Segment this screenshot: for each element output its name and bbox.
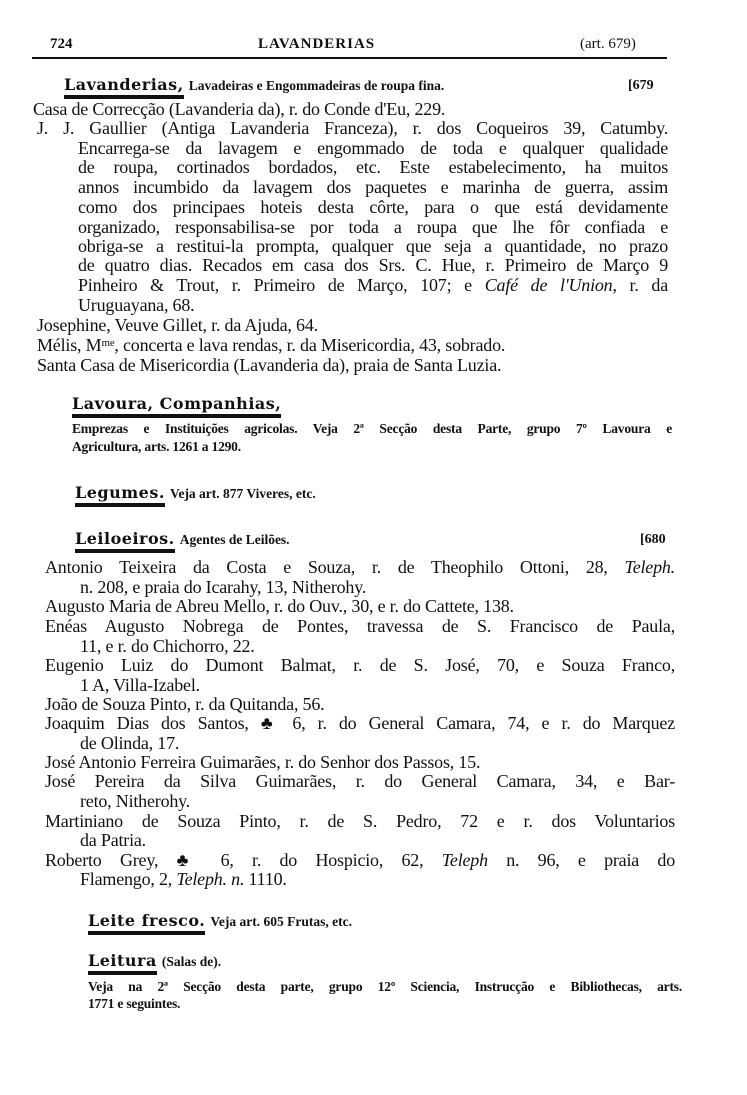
entry-line: [45, 695, 324, 714]
entry-text: Joaquim Dias dos Santos, ♣ 6, r. do General Camara, 74, e r. do Marquez: [45, 713, 675, 733]
heading-word: Lavanderias,: [64, 76, 184, 99]
entry-text: Roberto Grey, ♣ 6, r. do Hospicio, 62,: [45, 850, 442, 870]
entry-line: [45, 617, 675, 636]
entry-line: [37, 336, 505, 355]
entry-text: n. 96, e praia do: [487, 850, 675, 870]
entry-line: [78, 218, 668, 237]
entry-line: [78, 158, 668, 177]
entry-line: [78, 296, 194, 315]
entry-line: [78, 139, 668, 158]
entry-text: Uruguayana, 68.: [78, 295, 195, 315]
entry-text: da Patria.: [80, 830, 146, 850]
article-number: [680: [640, 532, 666, 547]
entry-text: Mélis, Mᵐᵉ, concerta e lava rendas, r. da Misericordia, 43, sobrado.: [37, 335, 506, 355]
description-line: Agricultura, arts. 1261 a 1290.: [72, 439, 241, 454]
entry-text: Martiniano de Souza Pinto, r. de S. Pedro, 72 e r. dos Voluntarios: [45, 811, 675, 831]
heading-word: Leitura: [88, 952, 157, 975]
entry-line: [78, 198, 668, 217]
entry-line: [45, 558, 675, 577]
heading-description: (Salas de).: [161, 954, 222, 969]
entry-text: Augusto Maria de Abreu Mello, r. do Ouv., 30, e r. do Cattete, 138.: [45, 596, 514, 616]
section-heading: [75, 530, 290, 553]
entry-line: [80, 792, 190, 811]
entry-text: Flamengo, 2,: [80, 869, 177, 889]
heading-word: Leiloeiros.: [75, 530, 175, 553]
entry-text: obriga-se a restitui-la prompta, qualquer que seja a quantidade, no prazo: [78, 236, 668, 256]
entry-line: [45, 772, 675, 791]
entry-line: [80, 578, 366, 597]
entry-text: , r. da: [612, 275, 668, 295]
entry-text: J. J. Gaullier (Antiga Lavanderia Franceza), r. dos Coqueiros 39, Catumby.: [37, 118, 668, 138]
entry-line: [45, 656, 675, 675]
entry-text: de quatro dias. Recados em casa dos Srs. C. Hue, r. Primeiro de Março 9: [78, 255, 668, 275]
entry-line: [80, 870, 287, 889]
entry-text: José Pereira da Silva Guimarães, r. do General Camara, 34, e Bar-: [45, 771, 675, 791]
heading-description: Veja art. 877 Viveres, etc.: [169, 486, 316, 501]
entry-text: Eugenio Luiz do Dumont Balmat, r. de S. José, 70, e Souza Franco,: [45, 655, 675, 675]
header-rule: [32, 57, 667, 59]
entry-line: [78, 178, 668, 197]
entry-text: organizado, responsabilisa-se por toda a roupa que lhe fôr confiada e: [78, 217, 668, 237]
entry-text: de roupa, cortinados bordados, etc. Este estabelecimento, ha muitos: [78, 157, 668, 177]
entry-text: Santa Casa de Misericordia (Lavanderia da), praia de Santa Luzia.: [37, 355, 502, 375]
section-heading: [72, 395, 281, 418]
entry-text: de Olinda, 17.: [80, 733, 180, 753]
entry-line: [45, 714, 675, 733]
running-title: LAVANDERIAS: [258, 36, 376, 52]
entry-line: [45, 753, 480, 772]
entry-line: [45, 851, 675, 870]
entry-text: José Antonio Ferreira Guimarães, r. do Senhor dos Passos, 15.: [45, 752, 481, 772]
description-line: Veja na 2ª Secção desta parte, grupo 12º Sciencia, Instrucção e Bibliothecas, arts.: [88, 979, 682, 994]
entry-text: 11, e r. do Chichorro, 22.: [80, 636, 255, 656]
entry-text: Encarrega-se da lavagem e engommado de toda e qualquer qualidade: [78, 138, 668, 158]
entry-text-italic: Teleph: [441, 850, 488, 870]
article-range: (art. 679): [580, 36, 636, 52]
section-heading: [64, 76, 444, 99]
entry-text-italic: Teleph.: [624, 557, 675, 577]
entry-line: [80, 734, 179, 753]
description-line: Emprezas e Instituições agricolas. Veja 2ª Secção desta Parte, grupo 7º Lavoura e: [72, 421, 672, 436]
page-number: 724: [50, 36, 73, 52]
entry-text: João de Souza Pinto, r. da Quitanda, 56.: [45, 694, 325, 714]
entry-line: [78, 256, 668, 275]
entry-text-italic: Café de l'Union: [484, 275, 613, 295]
entry-line: [37, 356, 501, 375]
heading-description: Veja art. 605 Frutas, etc.: [210, 914, 352, 929]
article-number: [679: [628, 78, 654, 93]
entry-text: annos incumbido da lavagem dos paquetes e marinha de guerra, assim: [78, 177, 668, 197]
heading-word: Leite fresco.: [88, 912, 205, 935]
entry-line: [80, 637, 255, 656]
entry-text: n. 208, e praia do Icarahy, 13, Nitherohy.: [80, 577, 367, 597]
entry-text: Enéas Augusto Nobrega de Pontes, travessa de S. Francisco de Paula,: [45, 616, 675, 636]
heading-description: Lavadeiras e Engommadeiras de roupa fina.: [188, 78, 445, 93]
heading-word: Legumes.: [75, 484, 165, 507]
entry-text: como dos principaes hoteis desta côrte, para o que está devidamente: [78, 197, 668, 217]
description-line: 1771 e seguintes.: [88, 996, 181, 1011]
heading-description: Agentes de Leilões.: [179, 532, 290, 547]
entry-line: [37, 316, 318, 335]
entry-line: [78, 276, 668, 295]
entry-line: [45, 597, 514, 616]
entry-line: [78, 237, 668, 256]
heading-word: Lavoura, Companhias,: [72, 395, 281, 418]
entry-line: [80, 831, 146, 850]
entry-text: 1 A, Villa-Izabel.: [80, 675, 200, 695]
entry-text: 1110.: [244, 869, 287, 889]
entry-line: [45, 812, 675, 831]
entry-text: Antonio Teixeira da Costa e Souza, r. de Theophilo Ottoni, 28,: [45, 557, 625, 577]
section-heading: [88, 952, 221, 975]
entry-text: Casa de Correcção (Lavanderia da), r. do Conde d'Eu, 229.: [33, 99, 446, 119]
entry-text-italic: Teleph. n.: [176, 869, 245, 889]
entry-line: [37, 119, 668, 138]
section-heading: [75, 484, 316, 507]
entry-text: reto, Nitherohy.: [80, 791, 191, 811]
entry-line: [33, 100, 445, 119]
entry-line: [80, 676, 200, 695]
entry-text: Josephine, Veuve Gillet, r. da Ajuda, 64.: [37, 315, 318, 335]
entry-text: Pinheiro & Trout, r. Primeiro de Março, 107; e: [78, 275, 485, 295]
section-heading: [88, 912, 352, 935]
